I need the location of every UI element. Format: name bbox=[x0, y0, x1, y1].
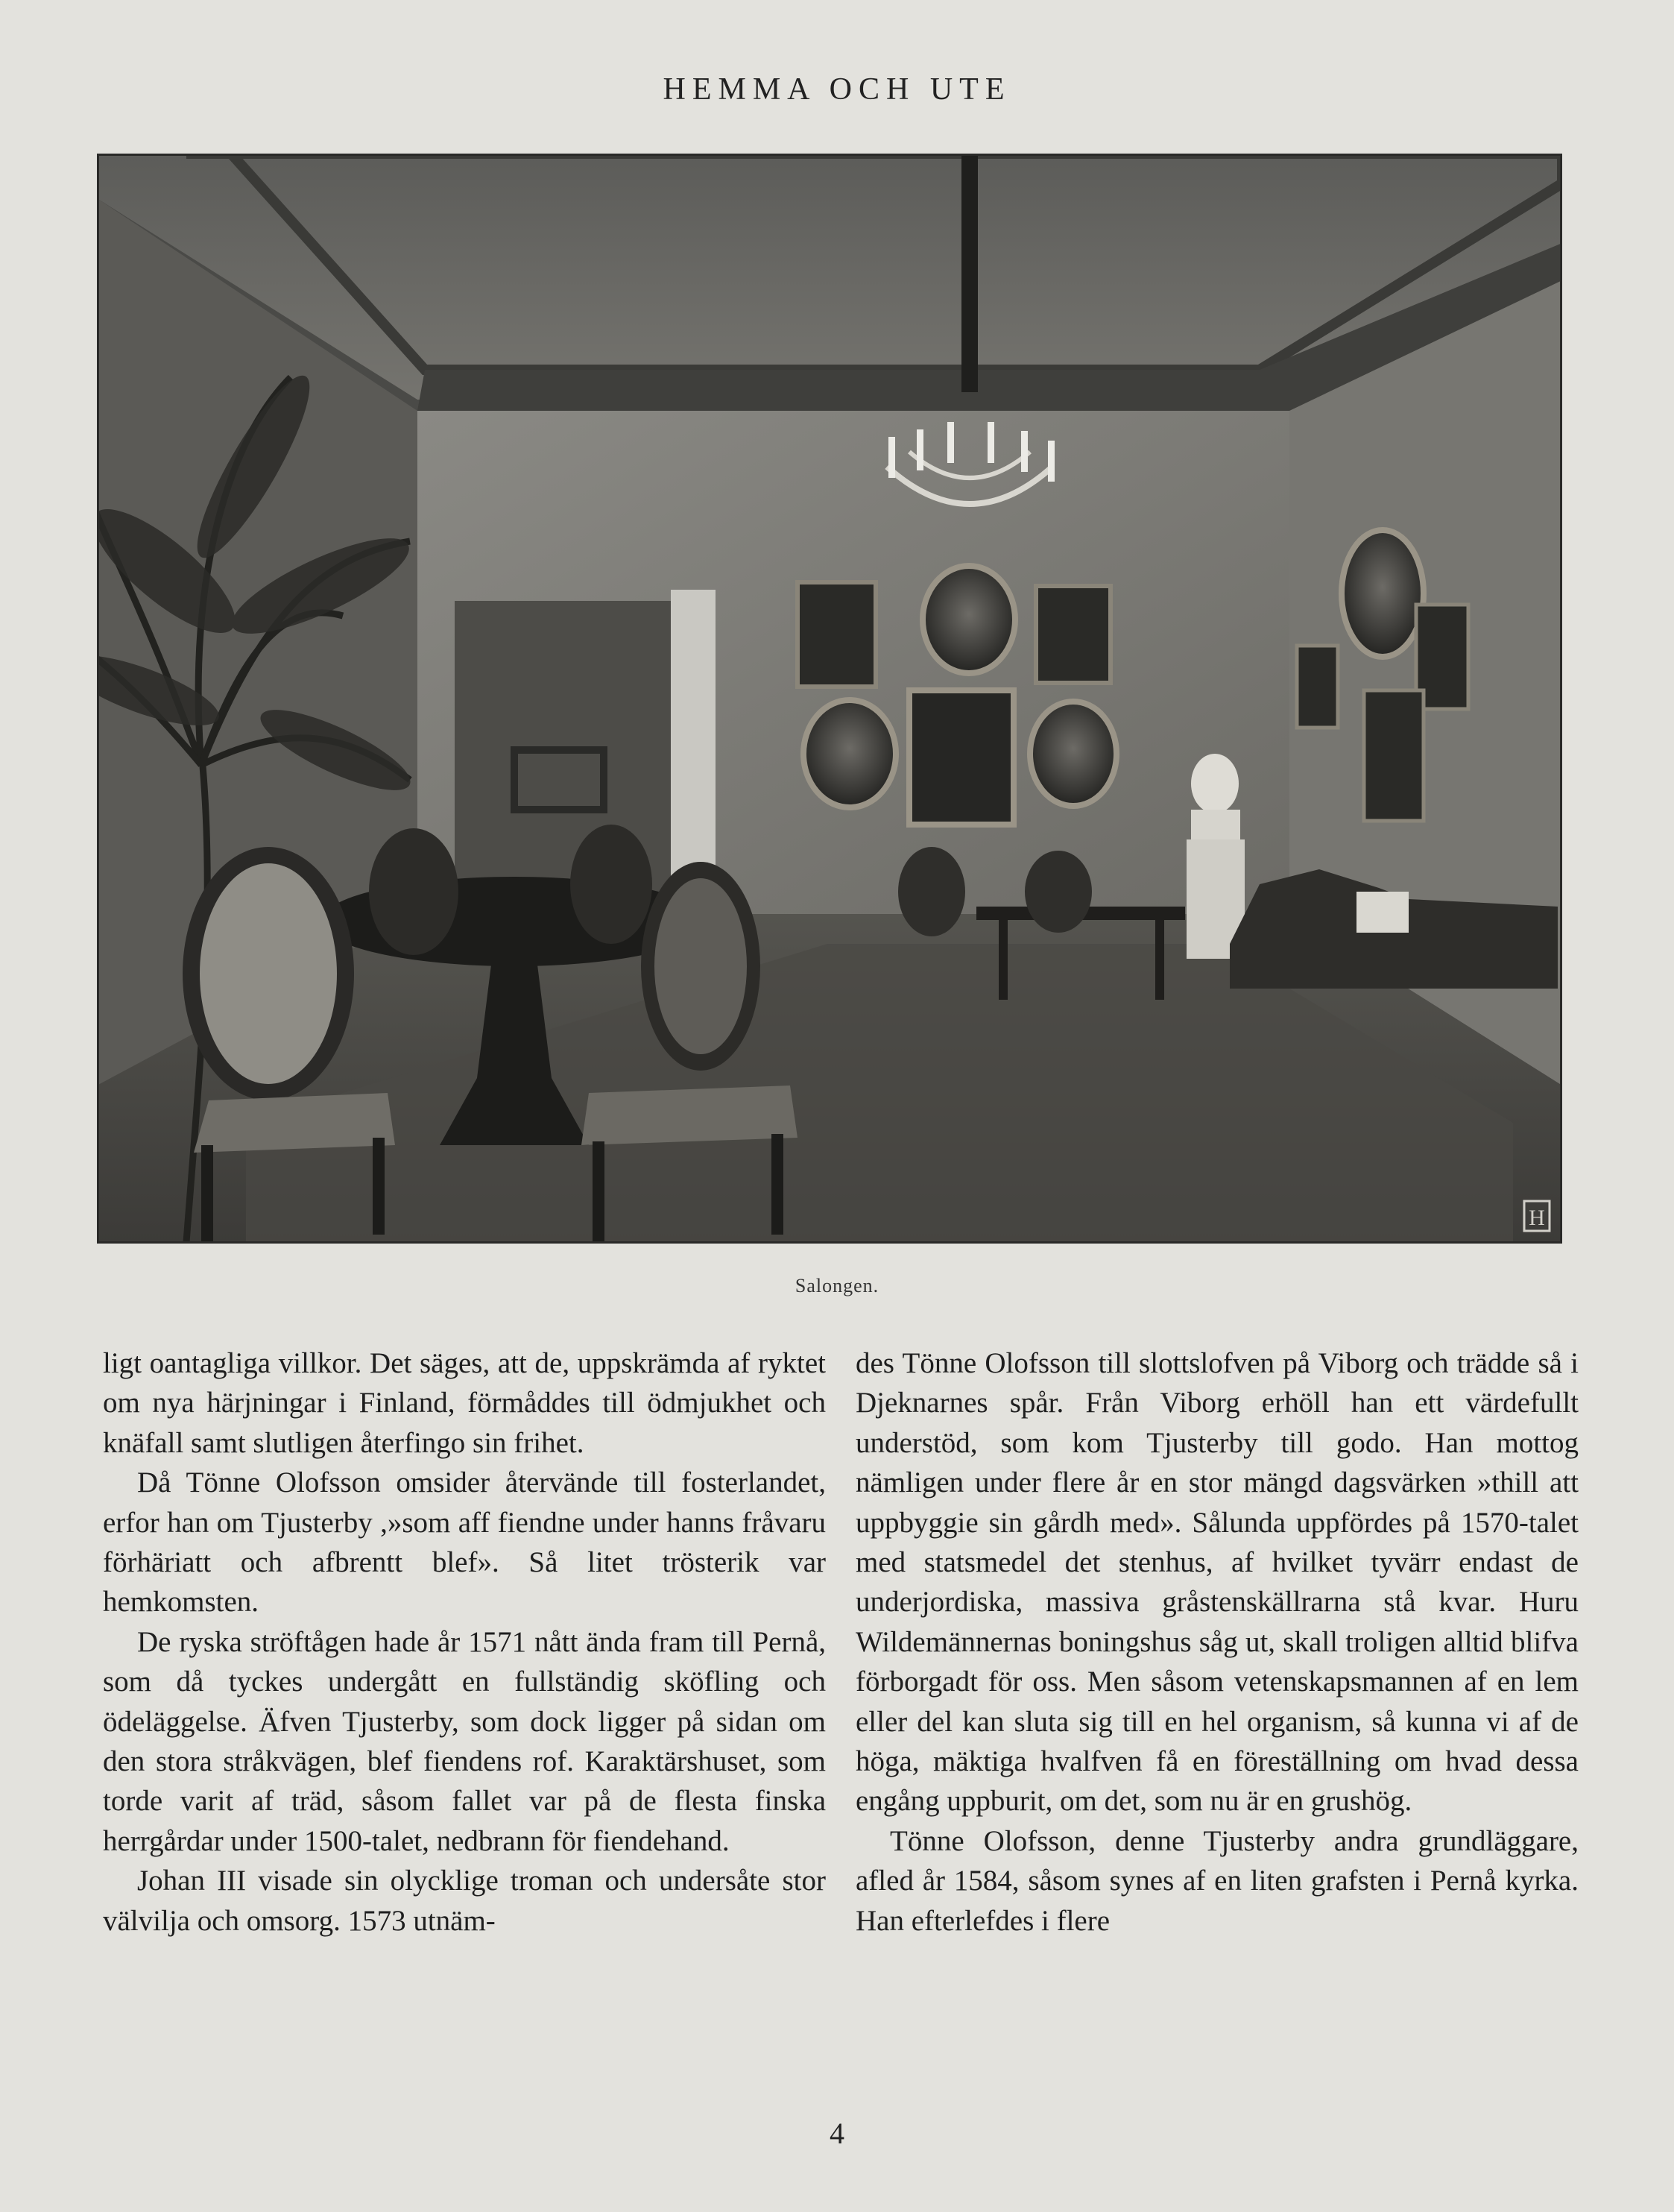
page-number: 4 bbox=[830, 2117, 844, 2150]
salon-photograph-drawing bbox=[97, 154, 1562, 1244]
text-column-left bbox=[103, 1343, 826, 1941]
text-column-right bbox=[856, 1343, 1579, 1941]
figure-caption: Salongen. bbox=[795, 1275, 879, 1296]
paragraph: Tönne Olofsson, denne Tjusterby andra grundläggare, afled år 1584, såsom synes af en liten grafsten i Pernå kyrka. Han efterlefdes i flere bbox=[856, 1824, 1579, 1937]
running-head: HEMMA OCH UTE bbox=[663, 72, 1011, 107]
paragraph: Då Tönne Olofsson omsider återvände till fosterlandet, erfor han om Tjusterby ,»som aff fiendne under hanns fråvaru förhäriatt och afbrentt blef». Så litet trösterik var hemkomsten. bbox=[103, 1466, 826, 1619]
paragraph: ligt oantagliga villkor. Det säges, att de, uppskrämda af ryktet om nya härjningar i Finland, förmåddes till ödmjukhet och knäfall samt slutligen återfingo sin frihet. bbox=[103, 1347, 826, 1459]
paragraph: De ryska ströftågen hade år 1571 nått ända fram till Pernå, som då tyckes undergått en fullständig sköfling och ödeläggelse. Äfven Tjusterby, som dock ligger på sidan om den stora stråkvägen, blef fiendens rof. Karaktärshuset, som torde varit af träd, såsom fallet var på de flesta finska herrgårdar under 1500-talet, nedbrann för fiendehand. bbox=[103, 1625, 826, 1857]
paragraph: des Tönne Olofsson till slottslofven på Viborg och trädde så i Djeknarnes spår. Från Viborg erhöll han ett värdefullt understöd, som kom Tjusterby till godo. Han mottog nämligen under flere år en stor mängd dagsvärken »thill att uppbyggie sin gårdh med». Sålunda uppfördes på 1570-talet med statsmedel det stenhus, af hvilket tyvärr endast de underjordiska, massiva gråstenskällrarna stå kvar. Huru Wildemännernas boningshus såg ut, skall troligen alltid blifva förborgadt för oss. Men såsom vetenskapsmannen af en lem eller del kan sluta sig till en hel organism, så kunna vi af de höga, mäktiga hvalfven få en föreställning om hvad dessa engång uppburit, om det, som nu är en grushög. bbox=[856, 1347, 1579, 1818]
paragraph: Johan III visade sin olycklige troman och undersåte stor välvilja och omsorg. 1573 utnäm- bbox=[103, 1865, 826, 1937]
photographer-monogram: H bbox=[1529, 1206, 1545, 1230]
salon-photograph bbox=[97, 154, 1562, 1244]
